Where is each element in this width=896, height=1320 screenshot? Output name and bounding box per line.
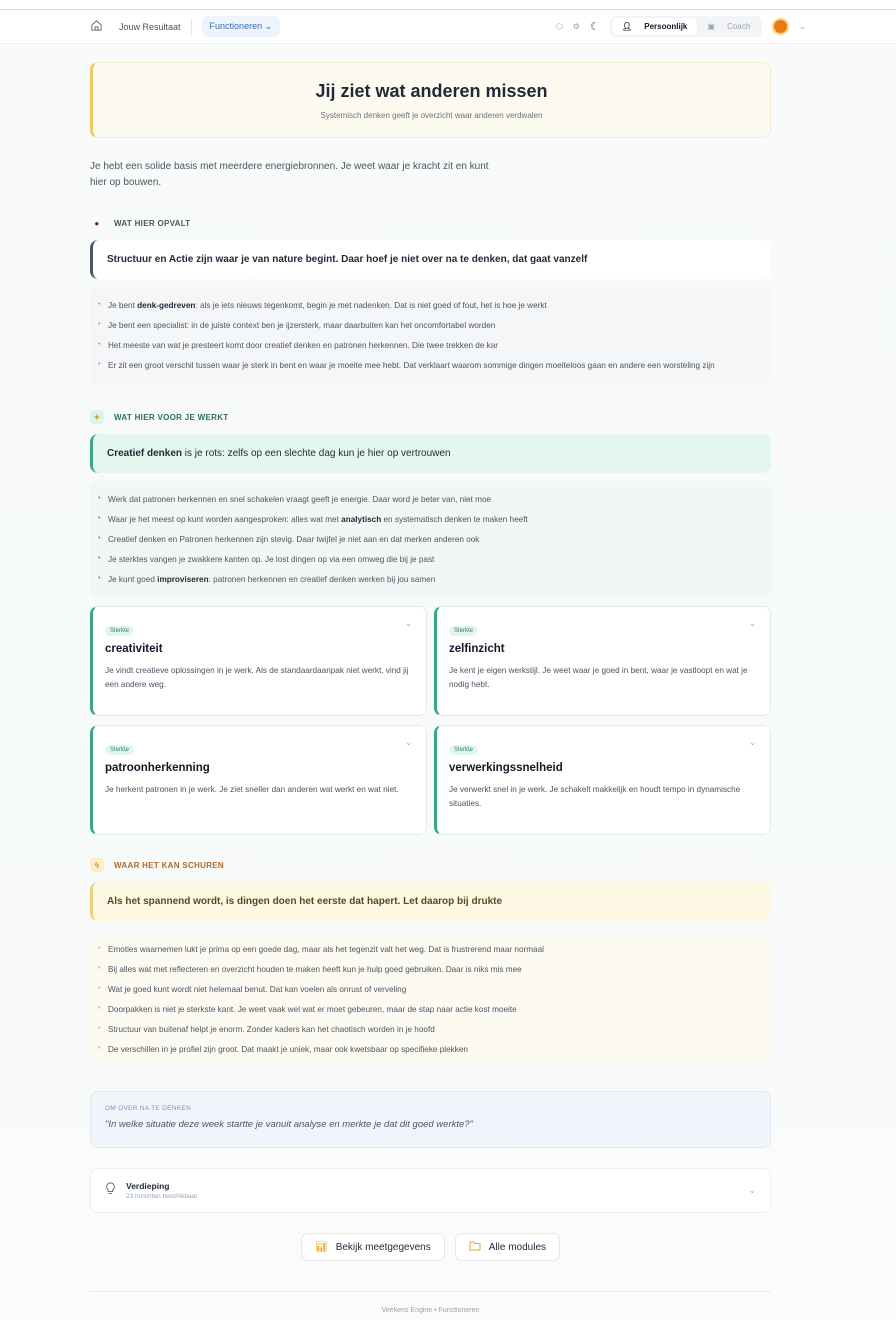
list-item [98, 315, 757, 335]
list-opvalt [90, 287, 771, 383]
callout-werkt [90, 434, 771, 473]
toggle-coach[interactable] [697, 18, 760, 35]
page-title: Jij ziet wat anderen missen [315, 81, 548, 101]
reflection-label: OM OVER NA TE DENKEN [105, 1105, 192, 1112]
verdieping-title: Verdieping [126, 1181, 170, 1191]
callout-text: is je rots: zelfs op een slechte dag kun je hier op vertrouwen [182, 448, 451, 459]
list-item [98, 569, 757, 589]
callout-schuren: Als het spannend wordt, is dingen doen het eerste dat hapert. Let daarop bij drukte [90, 882, 771, 921]
lightbulb-icon [105, 1182, 116, 1200]
button-label: Alle modules [488, 1241, 547, 1253]
section-heading-schuren [90, 857, 771, 873]
page-subtitle: Systemisch denken geeft je overzicht waar anderen verdwalen [320, 111, 543, 120]
action-buttons [90, 1233, 771, 1261]
divider [191, 19, 192, 35]
card-text: Je herkent patronen in je werk. Je ziet sneller dan anderen wat werkt en wat niet. [105, 785, 399, 794]
card-title: verwerkingssnelheid [449, 762, 563, 774]
strength-cards [90, 606, 771, 835]
module-label: Functioneren [209, 21, 263, 31]
list-item [98, 1039, 757, 1059]
strength-card[interactable] [434, 606, 771, 716]
footer: Veekens Engine • Functioneren [90, 1291, 771, 1314]
text: Je bent een specialist: in de juiste context ben je ijzersterk, maar daarbuiten kan het oncomfortabel worden [108, 320, 496, 330]
text: Je sterktes vangen je zwakkere kanten op. Je lost dingen op via een omweg die bij je past [108, 554, 435, 564]
list-item [98, 1019, 757, 1039]
callout-opvalt: Structuur en Actie zijn waar je van nature begint. Daar hoef je niet over na te denken, dat gaat vanzelf [90, 240, 771, 279]
list-werkt [90, 481, 771, 597]
text: Er zit een groot verschil tussen waar je sterk in bent en waar je moeite mee hebt. Dat verklaart waarom sommige dingen moeiteloos gaan en andere een worsteling zijn [108, 360, 715, 370]
top-nav [0, 10, 896, 44]
card-text: Je kent je eigen werkstijl. Je weet waar je goed in bent, waar je vastloopt en wat je nodig hebt. [449, 666, 748, 689]
verdieping-count: 23 inzichten beschikbaar [126, 1193, 198, 1200]
home-icon[interactable] [90, 19, 103, 34]
section-title: WAT HIER OPVALT [114, 218, 191, 228]
list-schuren [90, 931, 771, 1067]
strength-card[interactable] [434, 725, 771, 835]
section-title: WAAR HET KAN SCHUREN [114, 860, 224, 870]
lightning-icon: ϟ [90, 858, 104, 872]
browser-top [0, 0, 896, 10]
toggle-coach-label: Coach [727, 22, 751, 31]
text: : als je iets nieuws tegenkomt, begin je met nadenken. Dat is niet goed of fout, het is hoe je werkt [195, 300, 547, 310]
strength-badge: Sterkte [105, 745, 134, 755]
list-item [98, 529, 757, 549]
text: Wat je goed kunt wordt niet helemaal benut. Dat kan voelen als onrust of verveling [108, 984, 407, 994]
list-item [98, 549, 757, 569]
strength-card[interactable] [90, 725, 427, 835]
folder-icon [469, 1241, 481, 1254]
chevron-down-icon[interactable]: ⌄ [749, 619, 756, 628]
view-data-button[interactable] [301, 1233, 445, 1261]
view-toggle [610, 16, 762, 37]
list-item [98, 979, 757, 999]
list-item [98, 959, 757, 979]
text: Doorpakken is niet je sterkste kant. Je weet vaak wel wat er moet gebeuren, maar de stap naar actie kost moeite [108, 1004, 517, 1014]
user-icon: 👤︎ [621, 22, 633, 31]
avatar[interactable] [772, 18, 789, 35]
chevron-down-icon[interactable]: ⌄ [749, 738, 756, 747]
section-heading-opvalt [90, 215, 771, 231]
all-modules-button[interactable] [455, 1233, 560, 1261]
text: en systematisch denken te maken heeft [381, 514, 528, 524]
text: Werk dat patronen herkennen en snel schakelen vraagt geeft je energie. Daar word je beter van, niet moe [108, 494, 492, 504]
list-item [98, 939, 757, 959]
card-text: Je verwerkt snel in je werk. Je schakelt makkelijk en houdt tempo in dynamische situaties. [449, 785, 741, 808]
briefcase-icon: ▣ [707, 22, 715, 31]
dot-icon: ● [94, 218, 100, 228]
card-title: zelfinzicht [449, 643, 505, 655]
text: Je kunt goed [108, 574, 158, 584]
text: Structuur van buitenaf helpt je enorm. Zonder kaders kan het chaotisch worden in je hoofd [108, 1024, 435, 1034]
text: : patronen herkennen en creatief denken werken bij jou samen [208, 574, 436, 584]
text: Emoties waarnemen lukt je prima op een goede dag, maar als het tegenzit valt het weg. Dat is frustrerend maar normaal [108, 944, 544, 954]
list-item [98, 335, 757, 355]
text: Bij alles wat met reflecteren en overzicht houden te maken heeft kun je hulp goed gebruiken. Daar is niks mis mee [108, 964, 522, 974]
shield-icon[interactable]: ⬡ [555, 22, 563, 31]
chevron-down-icon: ⌄ [748, 1185, 756, 1195]
chevron-down-icon: ⌄ [264, 21, 273, 31]
emphasis: denk-gedreven [137, 300, 196, 310]
list-item [98, 295, 757, 315]
section-heading-werkt [90, 409, 771, 425]
emphasis: improviseren [157, 574, 209, 584]
chevron-down-icon[interactable]: ⌄ [799, 22, 806, 31]
button-label: Bekijk meetgegevens [335, 1241, 431, 1253]
chevron-down-icon[interactable]: ⌄ [405, 619, 412, 628]
hero-banner [90, 62, 771, 138]
reflection-box [90, 1091, 771, 1148]
intro-text: Je hebt een solide basis met meerdere energiebronnen. Je weet waar je kracht zit en kunt hier op bouwen. [90, 161, 489, 188]
breadcrumb-result[interactable]: Jouw Resultaat [119, 21, 181, 32]
reflection-question: "In welke situatie deze week startte je vanuit analyse en merkte je dat dit goed werkte?" [105, 1119, 473, 1130]
sparkle-icon: ✦ [90, 410, 104, 424]
list-item [98, 355, 757, 375]
verdieping-accordion[interactable] [90, 1168, 771, 1213]
strength-card[interactable] [90, 606, 427, 716]
main-content [90, 62, 771, 1314]
chevron-down-icon[interactable]: ⌄ [405, 738, 412, 747]
moon-icon[interactable]: ☾ [589, 21, 600, 33]
strength-badge: Sterkte [449, 745, 478, 755]
module-dropdown[interactable] [202, 16, 281, 37]
card-title: patroonherkenning [105, 762, 210, 774]
text: Het meeste van wat je presteert komt door creatief denken en patronen herkennen. Die twee trekken de kar [108, 340, 499, 350]
list-item [98, 999, 757, 1019]
bar-chart-icon: 📊︎ [314, 1241, 328, 1253]
list-item [98, 509, 757, 529]
card-text: Je vindt creatieve oplossingen in je werk. Als de standaardaanpak niet werkt, vind jij een andere weg. [105, 666, 409, 689]
card-title: creativiteit [105, 643, 163, 655]
toggle-personal-label: Persoonlijk [644, 22, 688, 31]
section-title: WAT HIER VOOR JE WERKT [114, 412, 229, 422]
text: De verschillen in je profiel zijn groot. Dat maakt je uniek, maar ook kwetsbaar op specifieke plekken [108, 1044, 468, 1054]
list-item [98, 489, 757, 509]
strength-badge: Sterkte [449, 626, 478, 636]
toggle-personal[interactable] [612, 18, 698, 35]
emphasis: analytisch [341, 514, 382, 524]
text: Creatief denken en Patronen herkennen zijn stevig. Daar twijfel je niet aan en dat merken anderen ook [108, 534, 480, 544]
gear-icon[interactable]: ⚙ [572, 22, 580, 31]
text: Je bent [108, 300, 138, 310]
strength-badge: Sterkte [105, 626, 134, 636]
callout-strong: Creatief denken [107, 448, 183, 459]
text: Waar je het meest op kunt worden aangesproken: alles wat met [108, 514, 342, 524]
